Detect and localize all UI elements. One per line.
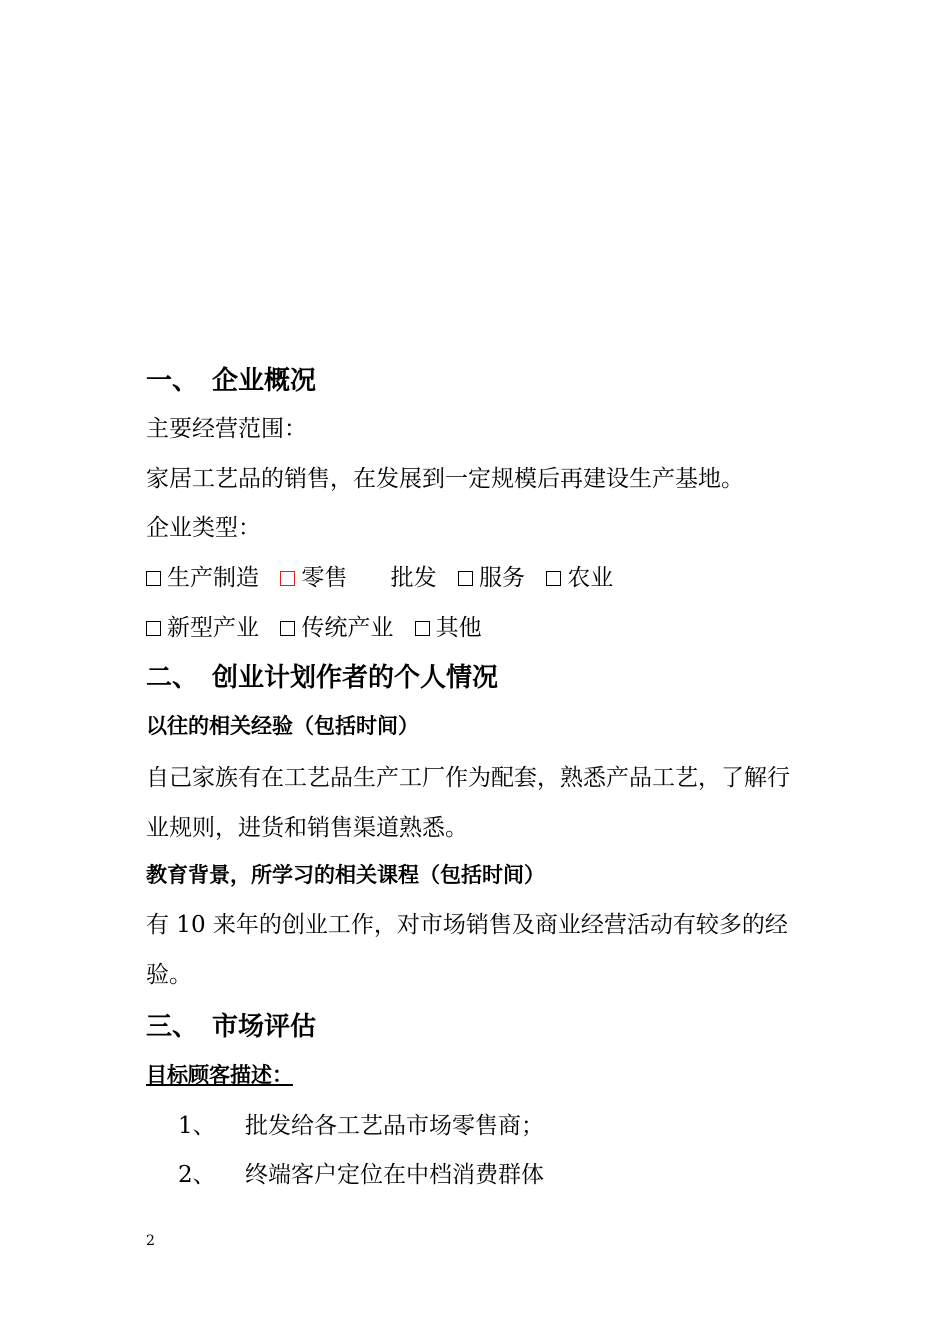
checkbox-icon[interactable] [280,621,295,636]
type-option-traditional-industry[interactable]: 传统产业 [280,609,393,642]
list-item-text: 批发给各工艺品市场零售商； [245,1113,544,1139]
checkbox-icon[interactable] [280,571,295,586]
section-3-title: 市场评估 [212,1012,317,1042]
section-1-heading [146,360,316,397]
section-1-number: 一、 [146,366,199,396]
checkbox-icon[interactable] [146,571,161,586]
checkbox-icon[interactable] [415,621,430,636]
section-1-title: 企业概况 [212,366,317,396]
section-3-heading [146,1006,316,1043]
customer-label: 目标顾客描述： [146,1063,293,1087]
type-option-other[interactable]: 其他 [415,609,482,642]
section-2-number: 二、 [146,663,199,693]
type-option-agriculture[interactable]: 农业 [546,559,613,592]
checkbox-icon[interactable] [546,571,561,586]
list-item-number: 1、 [178,1113,216,1139]
experience-label: 以往的相关经验（包括时间） [146,714,419,738]
education-label: 教育背景，所学习的相关课程（包括时间） [146,863,545,887]
scope-label: 主要经营范围： [146,416,307,442]
scope-text: 家居工艺品的销售，在发展到一定规模后再建设生产基地。 [146,466,744,492]
type-option-service[interactable]: 服务 [458,559,525,592]
list-item [178,1107,544,1140]
list-item-text: 终端客户定位在中档消费群体 [245,1162,544,1188]
type-options-row-1 [146,559,627,592]
list-item [178,1156,544,1189]
checkbox-icon[interactable] [458,571,473,586]
section-3-number: 三、 [146,1012,199,1042]
education-line-2: 验。 [146,962,192,988]
experience-line-2: 业规则，进货和销售渠道熟悉。 [146,815,468,841]
section-2-heading [146,657,498,694]
type-options-row-2 [146,609,496,642]
type-option-wholesale[interactable]: 批发 [390,565,437,591]
page-number: 2 [146,1233,155,1249]
education-line-1: 有 10 来年的创业工作，对市场销售及商业经营活动有较多的经 [146,912,788,938]
section-2-title: 创业计划作者的个人情况 [212,663,499,693]
experience-line-1: 自己家族有在工艺品生产工厂作为配套，熟悉产品工艺，了解行 [146,765,790,791]
checkbox-icon[interactable] [146,621,161,636]
list-item-number: 2、 [178,1162,216,1188]
type-option-retail[interactable]: 零售 [280,559,347,592]
type-option-new-industry[interactable]: 新型产业 [146,609,259,642]
type-label: 企业类型： [146,515,261,541]
type-option-manufacturing[interactable]: 生产制造 [146,559,259,592]
